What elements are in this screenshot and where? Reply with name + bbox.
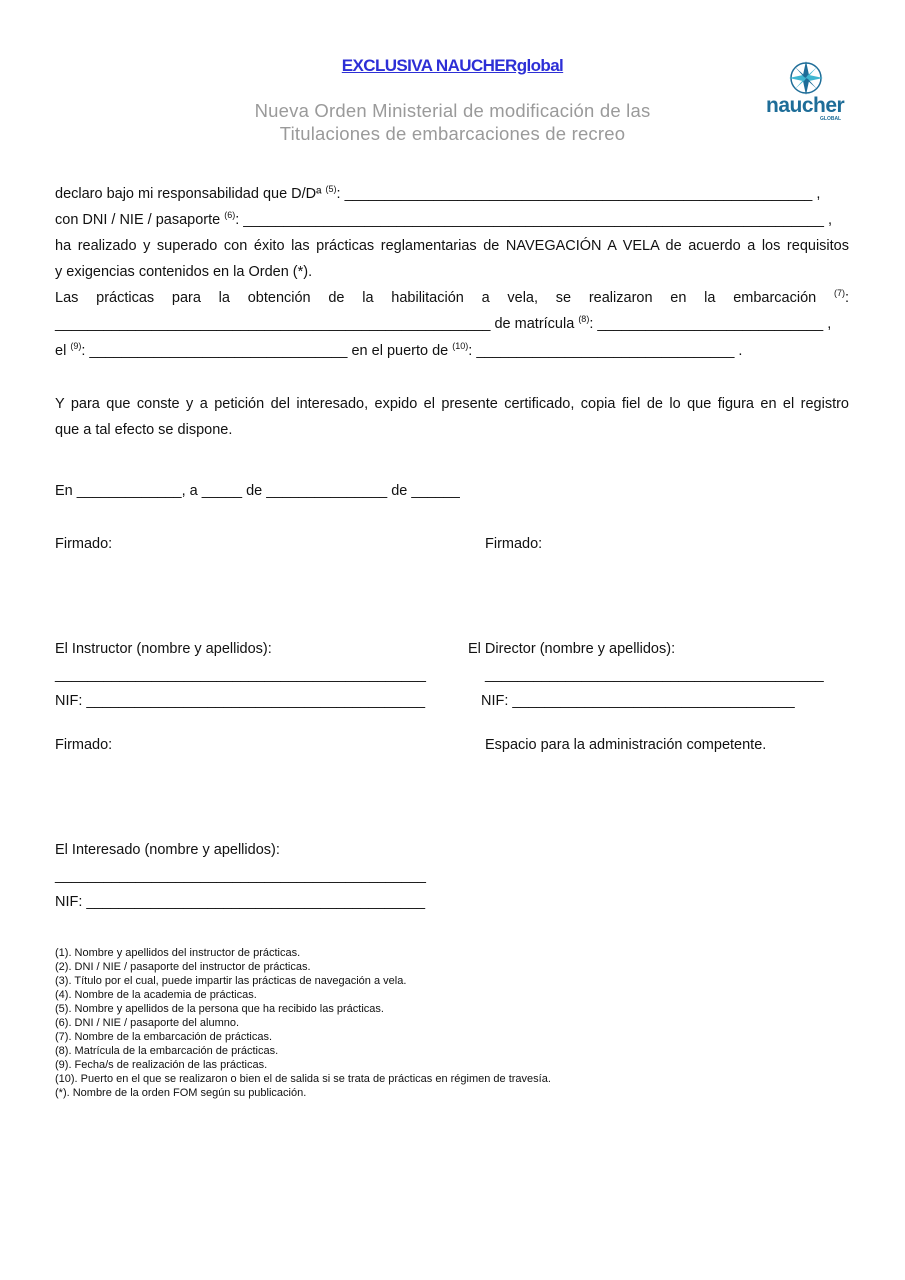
footnote: (8). Matrícula de la embarcación de prácticas. bbox=[55, 1045, 279, 1057]
footnote: (*). Nombre de la orden FOM según su publicación. bbox=[55, 1087, 307, 1099]
footnotes bbox=[55, 946, 551, 1100]
director-nif-line: NIF: ___________________________________ bbox=[481, 693, 795, 709]
instructor-name-label: El Instructor (nombre y apellidos): bbox=[55, 641, 272, 657]
declaration-line-5: Las prácticas para la obtención de la habilitación a vela, se realizaron en la embarcación $^{(7)}$: bbox=[55, 288, 850, 306]
footnote: (6). DNI / NIE / pasaporte del alumno. bbox=[55, 1017, 240, 1029]
declaration-line-1: declaro bajo mi responsabilidad que D/Dª $^{(5)}$: __________________________________________________________ , bbox=[55, 184, 821, 202]
footnote: (10). Puerto en el que se realizaron o bien el de salida si se trata de prácticas en régimen de travesía. bbox=[55, 1073, 551, 1085]
director-name-label: El Director (nombre y apellidos): bbox=[468, 641, 676, 657]
subtitle-line-2: Titulaciones de embarcaciones de recreo bbox=[279, 123, 626, 144]
footnote: (9). Fecha/s de realización de las prácticas. bbox=[55, 1059, 268, 1071]
subtitle-line-1: Nueva Orden Ministerial de modificación de las bbox=[254, 100, 651, 121]
footnote: (5). Nombre y apellidos de la persona que ha recibido las prácticas. bbox=[55, 1003, 384, 1015]
instructor-name-line: ______________________________________________ bbox=[55, 667, 426, 683]
certify-line-1: Y para que conste y a petición del interesado, expido el presente certificado, copia fiel de lo que figura en el registro bbox=[55, 396, 849, 412]
footnote: (1). Nombre y apellidos del instructor de prácticas. bbox=[55, 947, 301, 959]
footnote: (3). Título por el cual, puede impartir las prácticas de navegación a vela. bbox=[55, 975, 407, 987]
footnote: (7). Nombre de la embarcación de prácticas. bbox=[55, 1031, 273, 1043]
interesado-name-line: ______________________________________________ bbox=[55, 868, 426, 884]
naucher-exclusive-link[interactable]: EXCLUSIVA NAUCHERglobal bbox=[341, 56, 564, 75]
firmado-interesado-label: Firmado: bbox=[55, 737, 113, 753]
interesado-name-label: El Interesado (nombre y apellidos): bbox=[55, 842, 280, 858]
certify-line-2: que a tal efecto se dispone. bbox=[55, 422, 233, 438]
instructor-nif-line: NIF: __________________________________________ bbox=[55, 693, 426, 709]
firmado-director-label: Firmado: bbox=[485, 536, 543, 552]
declaration-line-6: ______________________________________________________ de matrícula $^{(8)}$: ____________________________ , bbox=[55, 314, 832, 332]
director-name-line: __________________________________________ bbox=[485, 667, 824, 683]
declaration-line-4: y exigencias contenidos en la Orden (*). bbox=[55, 264, 313, 280]
footnote: (2). DNI / NIE / pasaporte del instructor de prácticas. bbox=[55, 961, 311, 973]
declaration-line-3: ha realizado y superado con éxito las prácticas reglamentarias de NAVEGACIÓN A VELA de acuerdo a los requisitos bbox=[55, 238, 849, 254]
interesado-nif-line: NIF: __________________________________________ bbox=[55, 894, 426, 910]
logo-wordmark: naucher bbox=[766, 94, 845, 117]
declaration-line-2: con DNI / NIE / pasaporte $^{(6)}$: ________________________________________________________________________ , bbox=[55, 210, 832, 228]
logo-subword: GLOBAL bbox=[820, 116, 842, 122]
declaration-line-7: el $^{(9)}$: ________________________________ en el puerto de $^{(10)}$: ________________________________ . bbox=[55, 341, 743, 359]
place-date-line: En _____________, a _____ de _______________ de ______ bbox=[55, 483, 460, 499]
firmado-instructor-label: Firmado: bbox=[55, 536, 113, 552]
naucher-logo bbox=[762, 60, 852, 124]
admin-space-label: Espacio para la administración competente. bbox=[485, 737, 767, 753]
footnote: (4). Nombre de la academia de prácticas. bbox=[55, 989, 257, 1001]
